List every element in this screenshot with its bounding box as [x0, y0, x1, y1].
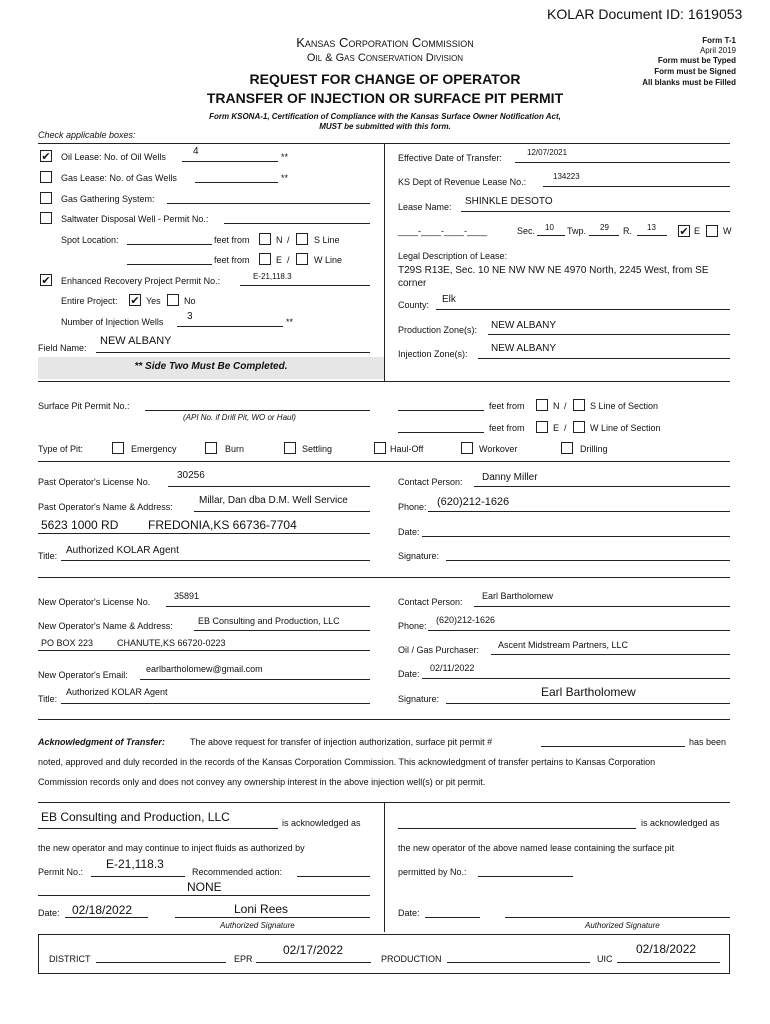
past-title-value[interactable]: Authorized KOLAR Agent	[66, 545, 179, 556]
pit-s-label: S Line of Section	[590, 401, 659, 411]
surface-pit-label: Surface Pit Permit No.:	[38, 401, 130, 411]
range-w-label: W	[723, 226, 732, 236]
spot-feet-from-2: feet from	[214, 255, 250, 265]
ack-permit-label: Permit No.:	[38, 867, 84, 877]
new-email-value[interactable]: earlbartholomew@gmail.com	[146, 664, 263, 674]
gas-gathering-label: Gas Gathering System:	[61, 194, 155, 204]
form-subtitle-1: Form KSONA-1, Certification of Compliance with the Kansas Surface Owner Notification Act,	[209, 112, 561, 121]
spot-location-label: Spot Location:	[61, 235, 119, 245]
form-subtitle-2: MUST be submitted with this form.	[319, 122, 451, 131]
past-contact-label: Contact Person:	[398, 477, 463, 487]
pit-type-workover-label: Workover	[479, 444, 518, 454]
past-contact-value[interactable]: Danny Miller	[482, 472, 538, 483]
effective-date-value[interactable]: 12/07/2021	[527, 148, 568, 157]
ack-text-1-end: has been	[689, 737, 727, 747]
ack-text-2: noted, approved and duly recorded in the records of the Kansas Corporation Commission. This acknowledgment of transfer pertains to Kansas Corporation	[38, 757, 656, 767]
lease-name-label: Lease Name:	[398, 202, 452, 212]
sec-label: Sec.	[517, 226, 536, 236]
ack-right-text: the new operator of the above named lease containing the surface pit	[398, 843, 675, 853]
gas-gathering-checkbox[interactable]	[40, 192, 52, 204]
injection-zone-value[interactable]: NEW ALBANY	[491, 343, 557, 354]
past-license-value[interactable]: 30256	[177, 470, 205, 481]
county-value[interactable]: Elk	[442, 294, 456, 305]
ack-left-text: the new operator and may continue to inject fluids as authorized by	[38, 843, 305, 853]
new-signature-value[interactable]: Earl Bartholomew	[541, 685, 636, 699]
form-title-1: REQUEST FOR CHANGE OF OPERATOR	[249, 71, 521, 87]
gas-lease-checkbox[interactable]	[40, 171, 52, 183]
spot-w-label: W Line	[314, 255, 343, 265]
pit-feet-from-1: feet from	[489, 401, 525, 411]
entire-yes-label: Yes	[146, 296, 161, 306]
district-label: DISTRICT	[49, 954, 91, 964]
new-email-label: New Operator's Email:	[38, 670, 128, 680]
new-address-1[interactable]: PO BOX 223	[41, 638, 94, 648]
spot-slash-2: /	[287, 255, 290, 265]
pit-feet-from-2: feet from	[489, 423, 525, 433]
form-date: April 2019	[699, 46, 736, 55]
twp-label: Twp.	[567, 226, 587, 236]
document-id: KOLAR Document ID: 1619053	[547, 6, 743, 22]
field-name-value[interactable]: NEW ALBANY	[100, 335, 172, 347]
inj-wells-label: Number of Injection Wells	[61, 317, 164, 327]
new-contact-value[interactable]: Earl Bartholomew	[482, 591, 554, 601]
new-title-value[interactable]: Authorized KOLAR Agent	[66, 687, 168, 697]
entire-no-label: No	[184, 296, 196, 306]
pit-type-settling-label: Settling	[302, 444, 333, 454]
new-date-label: Date:	[398, 669, 420, 679]
erp-permit-value[interactable]: E-21,118.3	[253, 272, 292, 281]
new-phone-value[interactable]: (620)212-1626	[436, 615, 496, 625]
division-name: Oil & Gas Conservation Division	[306, 52, 464, 64]
field-name-label: Field Name:	[38, 343, 87, 353]
new-phone-label: Phone:	[398, 621, 427, 631]
erp-checkbox[interactable]: ✔	[41, 275, 51, 287]
form-title-2: TRANSFER OF INJECTION OR SURFACE PIT PERMIT	[206, 90, 564, 106]
pit-w-label: W Line of Section	[590, 423, 661, 433]
ack-right-date-label: Date:	[398, 908, 420, 918]
ack-text-1: The above request for transfer of injection authorization, surface pit permit #	[190, 737, 493, 747]
oil-lease-label: Oil Lease: No. of Oil Wells	[61, 152, 166, 162]
spot-s-label: S Line	[314, 235, 340, 245]
pit-type-drilling-label: Drilling	[580, 444, 608, 454]
range-e-checkbox[interactable]: ✔	[679, 226, 689, 238]
pit-s-checkbox[interactable]	[573, 399, 585, 411]
inj-stars: **	[286, 317, 294, 327]
pit-n-label: N	[553, 401, 560, 411]
new-title-label: Title:	[38, 694, 58, 704]
form-number: Form T-1	[702, 36, 736, 45]
ack-left-date-value[interactable]: 02/18/2022	[72, 903, 133, 917]
new-name-value[interactable]: EB Consulting and Production, LLC	[198, 616, 340, 626]
pit-type-burn-label: Burn	[225, 444, 245, 454]
entire-yes-checkbox[interactable]: ✔	[130, 295, 140, 307]
ack-company[interactable]: EB Consulting and Production, LLC	[41, 810, 230, 824]
past-title-label: Title:	[38, 551, 58, 561]
range-e-label: E	[694, 226, 701, 236]
past-date-label: Date:	[398, 527, 420, 537]
new-date-value[interactable]: 02/11/2022	[430, 663, 475, 673]
past-name-value[interactable]: Millar, Dan dba D.M. Well Service	[199, 495, 348, 506]
pit-n-checkbox[interactable]	[536, 399, 548, 411]
new-address-2[interactable]: CHANUTE,KS 66720-0223	[117, 638, 226, 648]
spot-e-checkbox[interactable]	[259, 253, 271, 265]
oil-stars: **	[281, 152, 289, 162]
check-boxes-label: Check applicable boxes:	[38, 130, 136, 140]
spot-feet-from-1: feet from	[214, 235, 250, 245]
sec-value[interactable]: 10	[545, 223, 554, 232]
range-value[interactable]: 13	[647, 223, 656, 232]
lease-name-value[interactable]: SHINKLE DESOTO	[465, 196, 553, 207]
spot-s-checkbox[interactable]	[296, 233, 308, 245]
pit-slash-2: /	[564, 423, 567, 433]
pit-type-hauloff-checkbox[interactable]	[374, 442, 386, 454]
oil-wells-value[interactable]: 4	[193, 146, 199, 157]
qtr-dashes: ____-____-____-____	[398, 226, 488, 236]
gas-lease-label: Gas Lease: No. of Gas Wells	[61, 173, 177, 183]
form-typed-note: Form must be Typed	[657, 56, 736, 65]
new-contact-label: Contact Person:	[398, 597, 463, 607]
legal-desc-line-1[interactable]: T29S R13E, Sec. 10 NE NW NW NE 4970 North, 2245 West, from SE	[398, 265, 709, 276]
spot-n-label: N	[276, 235, 283, 245]
epr-label: EPR	[234, 954, 253, 964]
pit-e-checkbox[interactable]	[536, 421, 548, 433]
gas-stars: **	[281, 173, 289, 183]
pit-type-emergency-label: Emergency	[131, 444, 177, 454]
pit-w-checkbox[interactable]	[573, 421, 585, 433]
new-license-label: New Operator's License No.	[38, 597, 151, 607]
legal-desc-line-2[interactable]: corner	[398, 278, 427, 289]
new-signature-label: Signature:	[398, 694, 440, 704]
entire-project-label: Entire Project:	[61, 296, 118, 306]
side-two-note: ** Side Two Must Be Completed.	[134, 361, 288, 372]
pit-type-drilling-checkbox[interactable]	[561, 442, 573, 454]
pit-type-settling-checkbox[interactable]	[284, 442, 296, 454]
spot-n-checkbox[interactable]	[259, 233, 271, 245]
uic-label: UIC	[597, 954, 613, 964]
spot-e-label: E	[276, 255, 283, 265]
new-license-value[interactable]: 35891	[174, 591, 200, 601]
uic-date[interactable]: 02/18/2022	[636, 942, 697, 956]
revenue-lease-label: KS Dept of Revenue Lease No.:	[398, 177, 527, 187]
production-label: PRODUCTION	[381, 954, 442, 964]
pit-type-hauloff-label: Haul-Off	[390, 444, 424, 454]
ack-right-auth-signature: Authorized Signature	[585, 921, 660, 930]
commission-name: Kansas Corporation Commission	[296, 35, 474, 50]
spot-w-checkbox[interactable]	[296, 253, 308, 265]
range-w-checkbox[interactable]	[706, 225, 718, 237]
swd-label: Saltwater Disposal Well - Permit No.:	[61, 214, 209, 224]
production-zone-value[interactable]: NEW ALBANY	[491, 320, 557, 331]
county-label: County:	[398, 300, 430, 310]
ack-recommended-value[interactable]: NONE	[187, 880, 222, 894]
legal-desc-label: Legal Description of Lease:	[398, 251, 508, 261]
entire-no-checkbox[interactable]	[167, 294, 179, 306]
past-phone-value[interactable]: (620)212-1626	[437, 496, 510, 508]
form-blanks-note: All blanks must be Filled	[642, 78, 736, 87]
effective-date-label: Effective Date of Transfer:	[398, 153, 502, 163]
pit-type-burn-checkbox[interactable]	[205, 442, 217, 454]
pit-e-label: E	[553, 423, 560, 433]
ack-recommended-label: Recommended action:	[192, 867, 283, 877]
epr-date[interactable]: 02/17/2022	[283, 943, 344, 957]
past-address-1[interactable]: 5623 1000 RD	[41, 518, 119, 532]
inj-wells-value[interactable]: 3	[187, 311, 193, 322]
oil-lease-checkbox[interactable]: ✔	[41, 151, 51, 163]
new-name-label: New Operator's Name & Address:	[38, 621, 173, 631]
spot-slash-1: /	[287, 235, 290, 245]
past-name-label: Past Operator's Name & Address:	[38, 502, 173, 512]
past-phone-label: Phone:	[398, 502, 427, 512]
ack-signer[interactable]: Loni Rees	[234, 902, 289, 916]
purchaser-label: Oil / Gas Purchaser:	[398, 645, 480, 655]
ack-permitted-label: permitted by No.:	[398, 867, 467, 877]
ack-left-auth-signature: Authorized Signature	[220, 921, 295, 930]
ack-left-is-ack: is acknowledged as	[282, 818, 361, 828]
ack-left-date-label: Date:	[38, 908, 60, 918]
api-note: (API No. if Drill Pit, WO or Haul)	[183, 413, 296, 422]
ack-right-is-ack: is acknowledged as	[641, 818, 720, 828]
pit-type-label: Type of Pit:	[38, 444, 84, 454]
pit-type-workover-checkbox[interactable]	[461, 442, 473, 454]
past-signature-label: Signature:	[398, 551, 440, 561]
pit-type-emergency-checkbox[interactable]	[112, 442, 124, 454]
twp-value[interactable]: 29	[600, 223, 609, 232]
revenue-lease-value[interactable]: 134223	[553, 172, 580, 181]
production-zone-label: Production Zone(s):	[398, 325, 478, 335]
form-signed-note: Form must be Signed	[654, 67, 736, 76]
pit-slash-1: /	[564, 401, 567, 411]
past-license-label: Past Operator's License No.	[38, 477, 151, 487]
purchaser-value[interactable]: Ascent Midstream Partners, LLC	[498, 640, 629, 650]
injection-zone-label: Injection Zone(s):	[398, 349, 468, 359]
ack-text-3: Commission records only and does not convey any ownership interest in the above injection well(s) or pit permit.	[38, 777, 486, 787]
ack-heading: Acknowledgment of Transfer:	[38, 737, 165, 747]
swd-checkbox[interactable]	[40, 212, 52, 224]
range-label: R.	[623, 226, 632, 236]
past-address-2[interactable]: FREDONIA,KS 66736-7704	[148, 518, 297, 532]
erp-label: Enhanced Recovery Project Permit No.:	[61, 276, 221, 286]
ack-permit-value[interactable]: E-21,118.3	[106, 857, 164, 871]
